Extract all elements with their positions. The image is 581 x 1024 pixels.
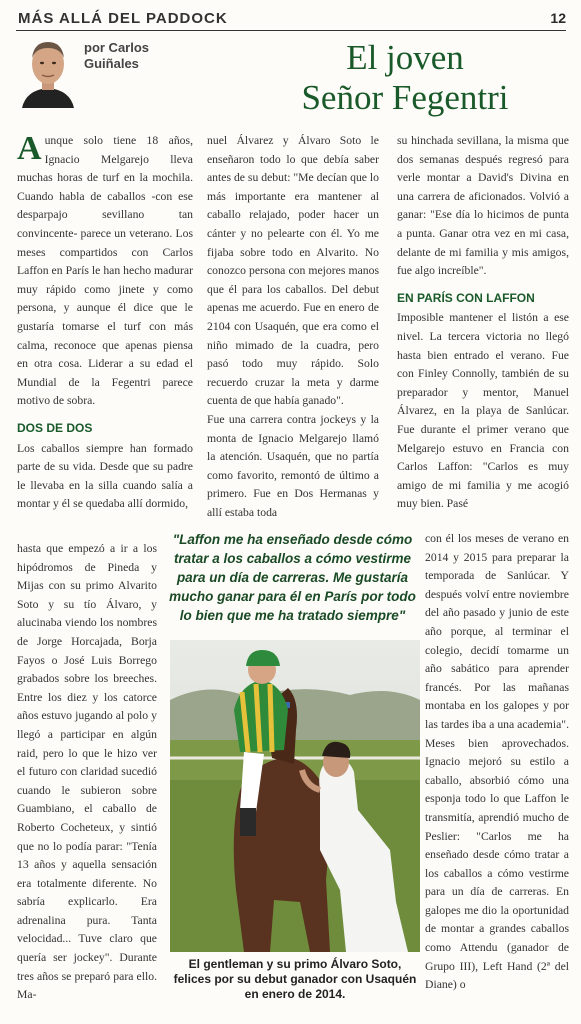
- article-title: [255, 38, 555, 118]
- paragraph-col2-1: nuel Álvarez y Álvaro Soto le enseñaron todo lo que debía saber antes de su debut: "Me decían que lo más importante era mantener al caballo relajado, poder hacer un cánter y no pelearte con él. Yo me fijaba sobre todo en Alvarito. No conozco persona con mejores manos que él para los caballos. Del debut apenas me acuerdo. Fue en enero de 2104 con Usaquén, que era como el niño mimado de la cuadra, pero pasó todo muy rápido. Solo recuerdo cruzar la meta y darme cuenta de que había ganado".: [207, 134, 379, 408]
- author-name: Guiñales: [84, 56, 139, 71]
- subheading-dos-de-dos: DOS DE DOS: [17, 420, 93, 435]
- paragraph-col3-1: su hinchada sevillana, la misma que dos semanas después regresó para verle montar a David's Divina en una carrera de aficionados. Volvió a ganar: "Ese día lo hicimos de punta a punta. Ganar otra vez en mi casa, delante de mi familia y mis amigos, fue algo increíble".: [397, 134, 569, 278]
- drop-cap: A: [17, 130, 42, 167]
- pull-quote: "Laffon me ha enseñado desde cómo tratar a los caballos a cómo vestirme para un día de carreras. Me gustaría mucho ganar para él en París por todo lo bien que me ha tratado siempre": [169, 532, 416, 623]
- paragraph-col3-2: Imposible mantener el listón a ese nivel. La tercera victoria no llegó hasta bien entrado el verano. Fue con Finley Connolly, también de su preparador y mentor, Manuel Álvarez, en la playa de Sanlúcar. Fue durante el primer verano que Melgarejo estuvo en Francia con Carlos Laffon: "Carlos es muy amigo de mi familia y me acogió muy bien. Pasé: [397, 311, 569, 511]
- paragraph-continued-1: hasta que empezó a ir a los hipódromos de Pineda y Mijas con su primo Alvarito Soto y su tío Álvaro, y alucinaba viendo los nombres de Jorge Horcajada, Borja Fayos o José Luis Borrego grabados sobre los breeches. Entre los diez y los catorce años estuvo jugando al polo y llegó a participar en algún raid, pero lo que le hizo ver el futuro con claridad sucedió cuando le subieron sobre Guambiano, el caballo de Roberto Cocheteux, y sintió que no lo podía parar: "Tenía 13 años y aquella sensación era totalmente diferente. No sabría explicarlo. Era adrenalina pura. Tanta velocidad... Tuve claro que quería ser jockey". Durante tres años se preparó para ello. Ma-: [17, 542, 157, 1002]
- author-photo: [18, 36, 78, 108]
- column-2: [207, 132, 379, 522]
- column-1: [17, 132, 193, 514]
- article-photo: [170, 640, 420, 952]
- photo-caption: El gentleman y su primo Álvaro Soto, felices por su debut ganador con Usaquén en enero de 2014.: [173, 957, 417, 1001]
- byline: [84, 40, 149, 72]
- column-3: [397, 132, 569, 514]
- subheading-paris: EN PARÍS CON LAFFON: [397, 290, 535, 305]
- title-line-2: Señor Fegentri: [301, 78, 509, 117]
- title-line-1: El joven: [346, 38, 464, 77]
- byline-prefix: por Carlos: [84, 40, 150, 55]
- column-1-continued: [17, 540, 157, 1005]
- column-3-continued: [425, 530, 569, 995]
- paragraph-col3-continued: con él los meses de verano en 2014 y 2015 para preparar la temporada de Sanlúcar. Y después volví entre noviembre del año pasado y junio de este año porque, al terminar el colegio, decidí tomarme un año sabático para aprender francés. Por las mañanas montaba en los galopes y por las tardes iba a una academia". Meses bien aprovechados. Ignacio mejoró su estilo a caballo, absorbió cómo una esponja todo lo que Laffon le transmitía, aprendió mucho de Peslier: "Carlos me ha enseñado desde cómo tratar a los caballos a cómo vestirme para un día de carreras. En galopes me dio la oportunidad de montar a grandes caballos como Attendu (ganador de Grupo III), Left Hand (2ª del Diane) o: [425, 532, 569, 992]
- paragraph-col2-2: Fue una carrera contra jockeys y la monta de Ignacio Melgarejo llamó la atención. Usaquén, que no partía como favorito, remontó de último a primero. Fue en Dos Hermanas y allí estaba toda: [207, 412, 379, 519]
- paragraph-intro: Aunque solo tiene 18 años, Ignacio Melgarejo lleva muchas horas de turf en la mochila. Cuando habla de caballos -con ese desparpajo sevillano tan convincente- parece un veterano. Los meses compartidos con Carlos Laffon en París le han hecho madurar muy rápido como jinete y como persona, y aunque él dice que le gustaría tomarse el turf con más calma, reconoce que apenas piensa en otra cosa. Liderar a su edad el Mundial de la Fegentri parece motivo de sobra.: [17, 130, 193, 408]
- paragraph-dos-de-dos: Los caballos siempre han formado parte de su vida. Desde que su padre le llevaba en la silla cuando salía a montar y él se quedaba allí dormido,: [17, 441, 193, 511]
- page-header: [16, 8, 566, 31]
- section-title: MÁS ALLÁ DEL PADDOCK: [18, 10, 228, 27]
- page-number: 12: [550, 10, 566, 26]
